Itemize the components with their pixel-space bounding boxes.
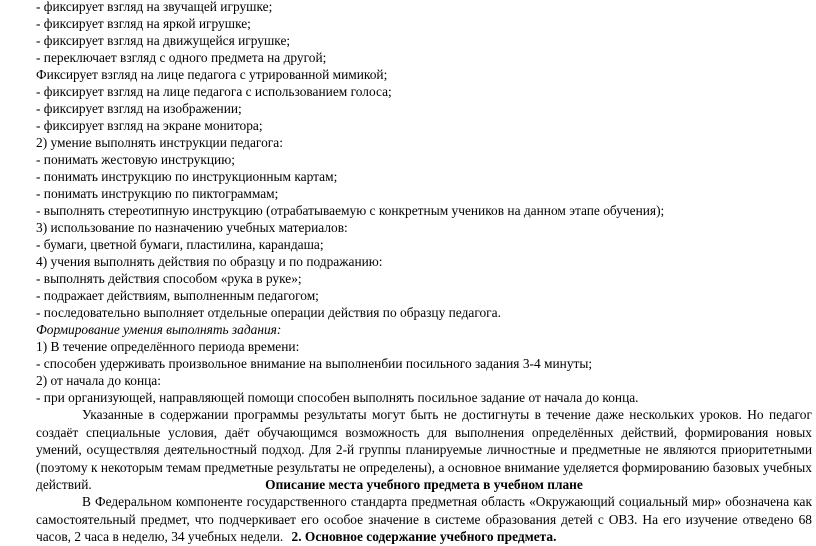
section-heading: 2. Основное содержание учебного предмета. xyxy=(291,529,557,544)
list-item: - выполнять стереотипную инструкцию (отрабатываемую с конкретным учеников на данном этапе обучения); xyxy=(36,203,665,218)
list-item: 3) использование по назначению учебных материалов: xyxy=(36,220,348,235)
list-item: - фиксирует взгляд на яркой игрушке; xyxy=(36,16,251,31)
list-item: - фиксирует взгляд на изображении; xyxy=(36,101,242,116)
list-item: 1) В течение определённого периода времени: xyxy=(36,339,300,354)
list-item: - способен удерживать произвольное внимание на выполненбии посильного задания 3-4 минуты; xyxy=(36,356,593,371)
list-item: - понимать жестовую инструкцию; xyxy=(36,152,235,167)
list-item: - при организующей, направляющей помощи способен выполнять посильное задание от начала до конца. xyxy=(36,390,639,405)
body-paragraph: Указанные в содержании программы результаты могут быть не достигнуты в течение даже нескольких уроков. Но педагог создаёт специальные условия, даёт обучающимся возможность для выполнения определённых действий, формирования новых умений, осуществляя деятельностный подход. Для 2-й группы планируемые личностные и предметные не являются приоритетными (поэтому к некоторым темам предметные результаты не определены), а основное внимание уделяется формированию базовых учебных действий. xyxy=(36,407,812,492)
list-item: 2) умение выполнять инструкции педагога: xyxy=(36,135,283,150)
list-item: 2) от начала до конца: xyxy=(36,373,161,388)
section-heading: Описание места учебного предмета в учебном плане xyxy=(265,477,583,492)
list-item: - фиксирует взгляд на звучащей игрушке; xyxy=(36,0,273,14)
list-item: Фиксирует взгляд на лице педагога с утрированной мимикой; xyxy=(36,67,388,82)
list-item: - бумаги, цветной бумаги, пластилина, карандаша; xyxy=(36,237,324,252)
list-item: - последовательно выполняет отдельные операции действия по образцу педагога. xyxy=(36,305,501,320)
list-item: - фиксирует взгляд на движущейся игрушке; xyxy=(36,33,291,48)
list-item: - фиксирует взгляд на экране монитора; xyxy=(36,118,263,133)
list-item: - понимать инструкцию по инструкционным картам; xyxy=(36,169,338,184)
list-item: - подражает действиям, выполненным педагогом; xyxy=(36,288,319,303)
list-item: 4) учения выполнять действия по образцу и по подражанию: xyxy=(36,254,383,269)
list-item: - понимать инструкцию по пиктограммам; xyxy=(36,186,279,201)
list-item: - переключает взгляд с одного предмета на другой; xyxy=(36,50,327,65)
section-subheading: Формирование умения выполнять задания: xyxy=(36,322,282,337)
list-item: - фиксирует взгляд на лице педагога с использованием голоса; xyxy=(36,84,392,99)
body-paragraph: В Федеральном компоненте государственного стандарта предметная область «Окружающий социальный мир» обозначена как самостоятельный предмет, что подчеркивает его особое значение в системе образования детей с ОВЗ. На его изучение отведено 68 часов, 2 часа в неделю, 34 учебных недели. xyxy=(36,494,812,544)
list-item: - выполнять действия способом «рука в руке»; xyxy=(36,271,302,286)
